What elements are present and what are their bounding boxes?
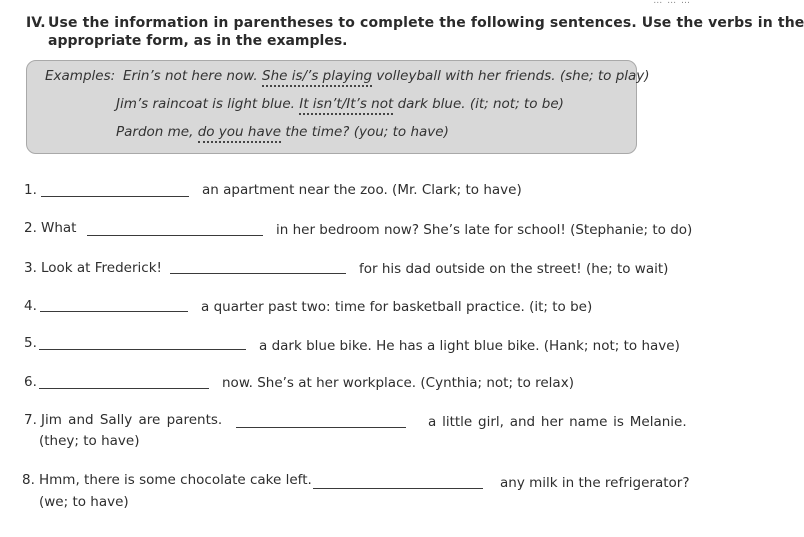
question-4-blank[interactable] bbox=[40, 311, 188, 312]
instructions-line-2: appropriate form, as in the examples. bbox=[48, 33, 348, 49]
question-2-text: in her bedroom now? She’s late for school! (Stephanie; to do) bbox=[276, 222, 693, 238]
question-7-blank[interactable] bbox=[236, 427, 406, 428]
question-4-text: a quarter past two: time for basketball practice. (it; to be) bbox=[201, 299, 593, 315]
question-3-lead: Look at Frederick! bbox=[41, 260, 162, 276]
question-2-blank[interactable] bbox=[87, 235, 263, 236]
question-8-number: 8. bbox=[22, 472, 35, 488]
example-1 bbox=[123, 68, 650, 84]
examples-label: Examples: bbox=[45, 68, 116, 84]
question-5-text: a dark blue bike. He has a light blue bike. (Hank; not; to have) bbox=[259, 338, 680, 354]
example-1-answer: She is/’s playing bbox=[262, 68, 372, 87]
question-3-text: for his dad outside on the street! (he; to wait) bbox=[359, 261, 669, 277]
question-6-number: 6. bbox=[24, 374, 37, 390]
example-3-hint: the time? (you; to have) bbox=[281, 124, 449, 140]
example-3-answer: do you have bbox=[198, 124, 281, 143]
question-7-hint: (they; to have) bbox=[39, 433, 140, 449]
question-8-text: any milk in the refrigerator? bbox=[500, 475, 690, 491]
question-8-lead: Hmm, there is some chocolate cake left. bbox=[39, 472, 312, 488]
question-5-blank[interactable] bbox=[39, 349, 246, 350]
question-2-lead: What bbox=[41, 220, 77, 236]
question-3-blank[interactable] bbox=[170, 273, 346, 274]
question-1-blank[interactable] bbox=[41, 196, 189, 197]
question-7-text: a little girl, and her name is Melanie. bbox=[428, 414, 687, 430]
question-1-number: 1. bbox=[24, 182, 37, 198]
question-6-text: now. She’s at her workplace. (Cynthia; not; to relax) bbox=[222, 375, 574, 391]
question-8-blank[interactable] bbox=[313, 488, 483, 489]
example-3 bbox=[116, 124, 449, 140]
example-1-hint: volleyball with her friends. (she; to play) bbox=[372, 68, 650, 84]
question-7-lead: Jim and Sally are parents. bbox=[41, 412, 223, 428]
examples-box bbox=[26, 60, 650, 154]
example-3-text: Pardon me, bbox=[116, 124, 198, 140]
question-3-number: 3. bbox=[24, 260, 37, 276]
example-2 bbox=[116, 96, 564, 112]
instructions-line-1: Use the information in parentheses to complete the following sentences. Use the verbs in the bbox=[48, 15, 804, 31]
example-2-answer: It isn’t/It’s not bbox=[299, 96, 393, 115]
example-1-text: Erin’s not here now. bbox=[123, 68, 262, 84]
question-6-blank[interactable] bbox=[39, 388, 209, 389]
page-corner-mark: … … … bbox=[653, 0, 691, 6]
question-4-number: 4. bbox=[24, 298, 37, 314]
example-2-hint: dark blue. (it; not; to be) bbox=[393, 96, 564, 112]
question-2-number: 2. bbox=[24, 220, 37, 236]
question-1-text: an apartment near the zoo. (Mr. Clark; to have) bbox=[202, 182, 522, 198]
section-number: IV. bbox=[26, 15, 46, 31]
example-2-text: Jim’s raincoat is light blue. bbox=[116, 96, 300, 112]
question-5-number: 5. bbox=[24, 335, 37, 351]
question-8-hint: (we; to have) bbox=[39, 494, 129, 510]
question-7-number: 7. bbox=[24, 412, 37, 428]
